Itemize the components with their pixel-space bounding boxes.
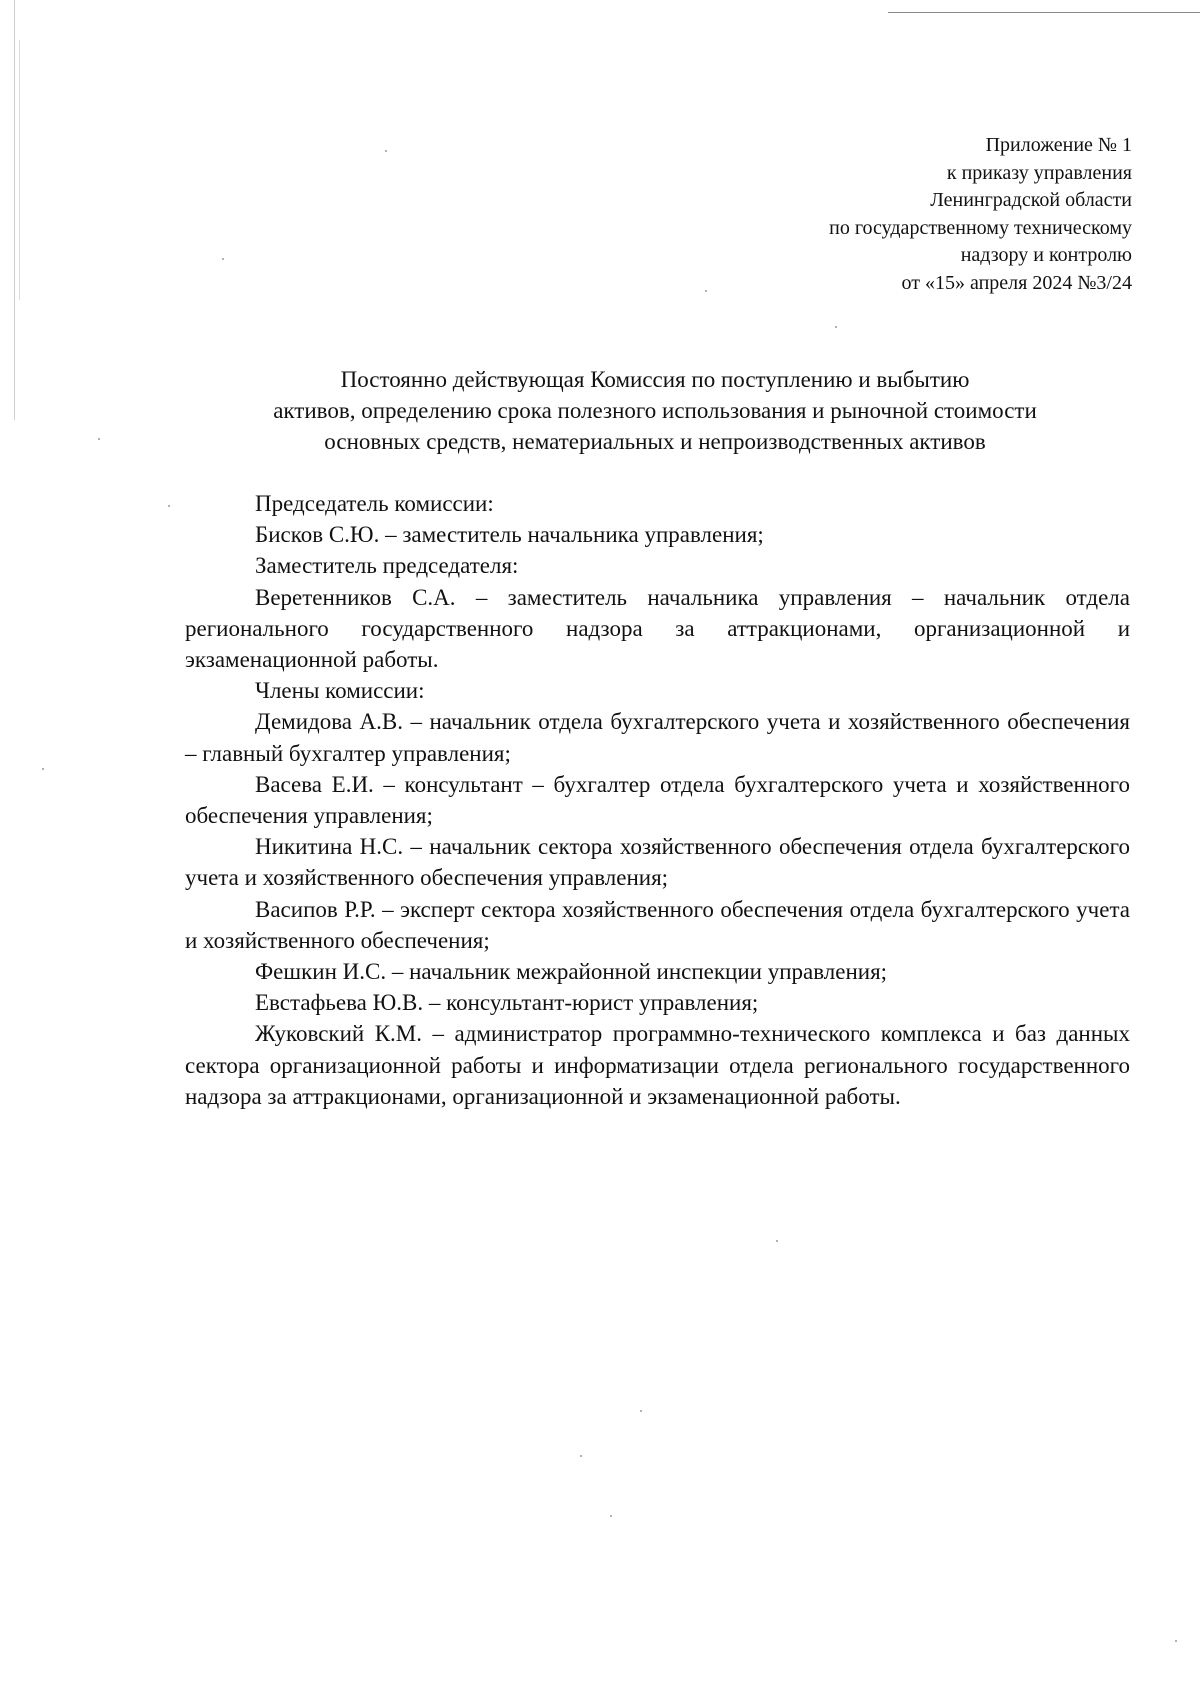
member-entry: Демидова А.В. – начальник отдела бухгалтерского учета и хозяйственного обеспечения – главный бухгалтер управления; xyxy=(185,709,1130,766)
deputy-heading: Заместитель председателя: xyxy=(255,553,519,579)
appendix-line: к приказу управления xyxy=(946,161,1132,184)
scan-speck xyxy=(385,150,387,152)
scan-speck xyxy=(580,1455,582,1457)
chair-heading: Председатель комиссии: xyxy=(255,491,494,516)
appendix-line: по государственному техническому xyxy=(829,216,1132,239)
scan-speck xyxy=(222,258,224,260)
scan-speck xyxy=(835,326,837,328)
member-entry: Фешкин И.С. – начальник межрайонной инспекции управления; xyxy=(255,959,888,985)
scan-speck xyxy=(776,1240,778,1242)
member-entry: Евстафьева Ю.В. – консультант-юрист управления; xyxy=(255,990,759,1016)
member-entry: Жуковский К.М. – администратор программно-технического комплекса и баз данных сектора организационной работы и информатизации отдела регионального государственного надзора за аттракционами, организационной и экзаменационной работы. xyxy=(185,1021,1130,1109)
commission-composition xyxy=(185,488,1130,1112)
appendix-line: надзору и контролю xyxy=(960,244,1132,266)
scan-speck xyxy=(98,438,100,440)
title-line: Постоянно действующая Комиссия по поступлению и выбытию xyxy=(340,367,970,392)
scan-speck xyxy=(705,290,707,292)
title-line: активов, определению срока полезного использования и рыночной стоимости xyxy=(273,398,1037,423)
appendix-line: Приложение № 1 xyxy=(985,134,1132,156)
document-title xyxy=(180,364,1130,457)
scan-speck xyxy=(42,768,44,770)
appendix-line: от «15» апреля 2024 №3/24 xyxy=(901,271,1132,294)
deputy-entry: Веретенников С.А. – заместитель начальника управления – начальник отдела регионального государственного надзора за аттракционами, организационной и экзаменационной работы. xyxy=(185,584,1130,673)
appendix-reference xyxy=(829,132,1132,297)
appendix-line: Ленинградской области xyxy=(930,189,1132,211)
scan-artifact-edge xyxy=(19,40,20,300)
scan-speck xyxy=(640,1410,642,1412)
scan-speck xyxy=(610,1515,612,1517)
scan-artifact-edge xyxy=(14,0,15,420)
member-entry: Васева Е.И. – консультант – бухгалтер отдела бухгалтерского учета и хозяйственного обеспечения управления; xyxy=(185,771,1130,829)
chair-entry: Бисков С.Ю. – заместитель начальника управления; xyxy=(255,522,764,548)
scan-artifact-line xyxy=(888,12,1200,13)
members-heading: Члены комиссии: xyxy=(255,678,425,704)
member-entry: Никитина Н.С. – начальник сектора хозяйственного обеспечения отдела бухгалтерского учета и хозяйственного обеспечения управления; xyxy=(185,834,1130,891)
scan-speck xyxy=(168,505,170,507)
member-entry: Васипов Р.Р. – эксперт сектора хозяйственного обеспечения отдела бухгалтерского учета и хозяйственного обеспечения; xyxy=(185,896,1130,953)
title-line: основных средств, нематериальных и непроизводственных активов xyxy=(324,429,986,454)
scan-speck xyxy=(1175,1640,1177,1642)
